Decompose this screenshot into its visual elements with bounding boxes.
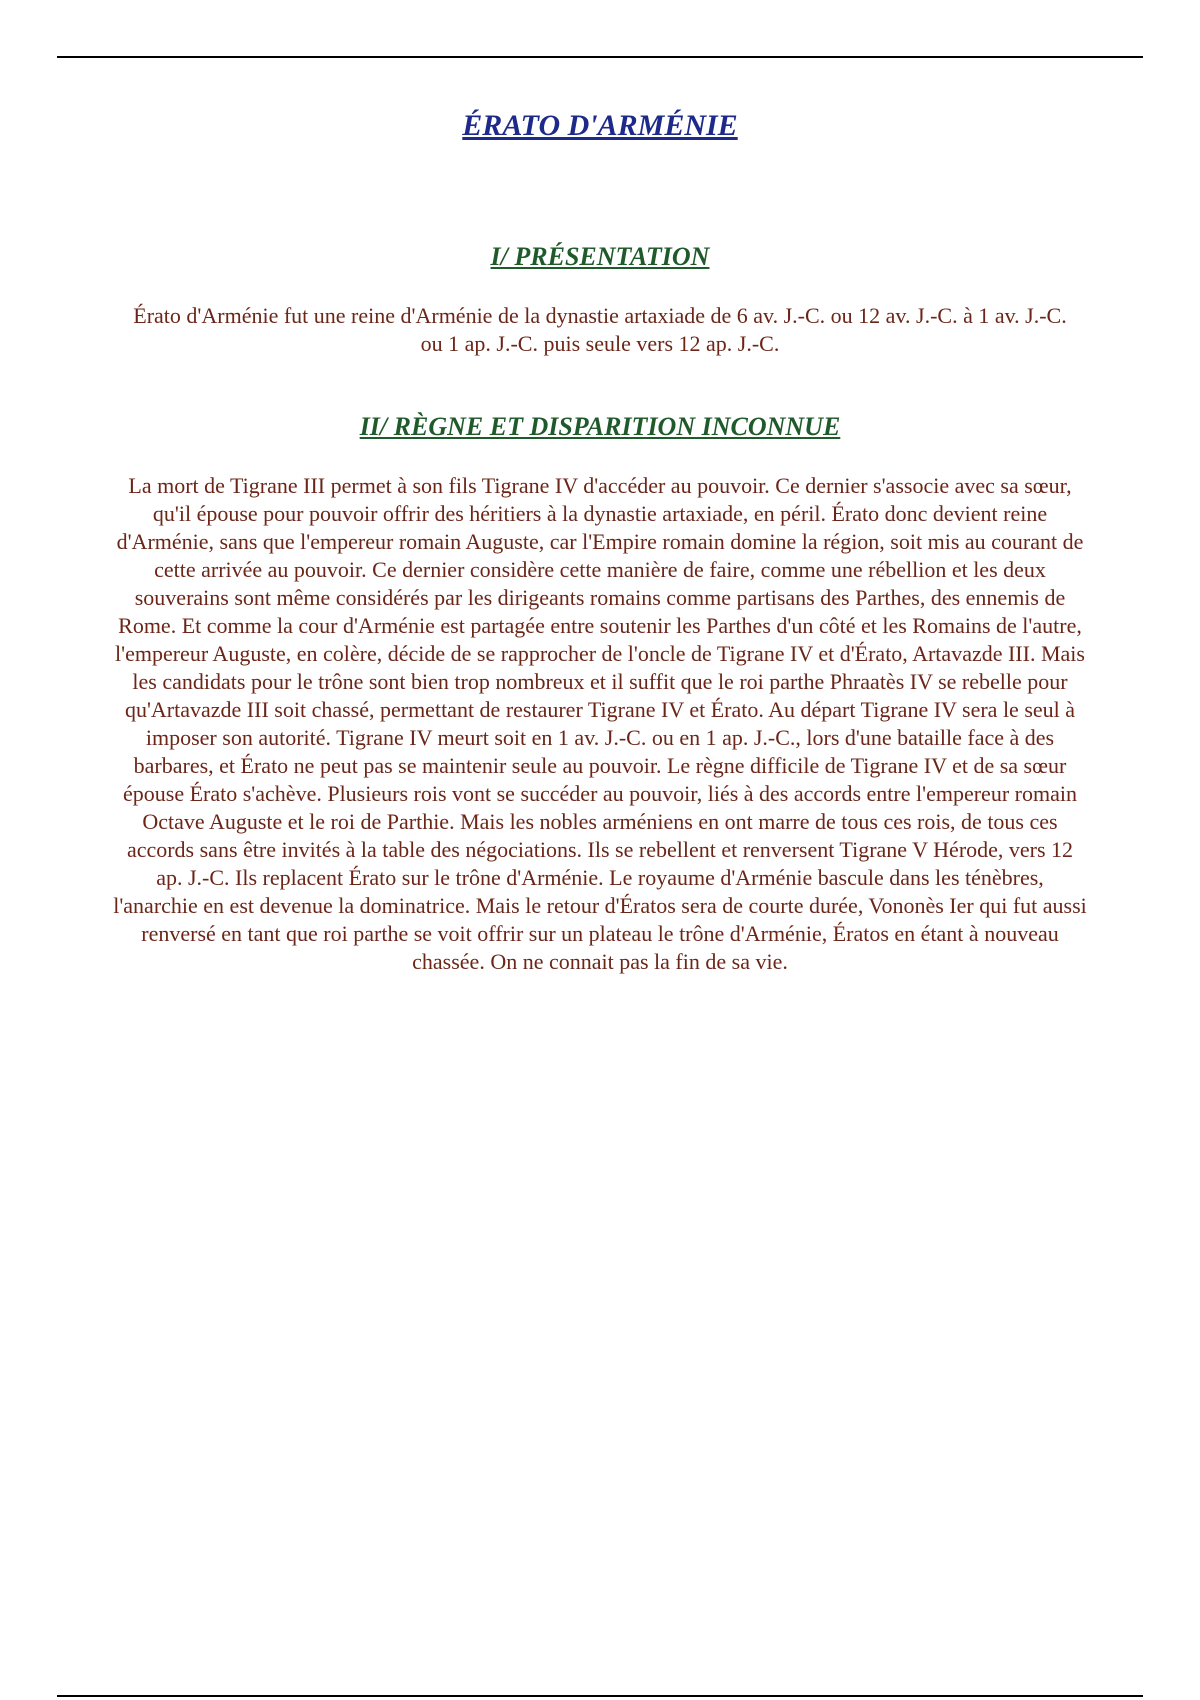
page-title: ÉRATO D'ARMÉNIE bbox=[462, 109, 738, 142]
top-divider bbox=[57, 56, 1143, 58]
bottom-divider bbox=[57, 1695, 1143, 1697]
section-heading-regne: II/ RÈGNE ET DISPARITION INCONNUE bbox=[359, 412, 841, 441]
section-heading-presentation: I/ PRÉSENTATION bbox=[490, 242, 710, 271]
regne-paragraph: La mort de Tigrane III permet à son fils Tigrane IV d'accéder au pouvoir. Ce dernier s'associe avec sa sœur, qu'il épouse pour pouvoir offrir des héritiers à la dynastie artaxiade, en péril. Érato donc devient reine d'Arménie, sans que l'empereur romain Auguste, car l'Empire romain domine la région, soit mis au courant de cette arrivée au pouvoir. Ce dernier considère cette manière de faire, comme une rébellion et les deux souverains sont même considérés par les dirigeants romains comme partisans des Parthes, des ennemis de Rome. Et comme la cour d'Arménie est partagée entre soutenir les Parthes d'un côté et les Romains de l'autre, l'empereur Auguste, en colère, décide de se rapprocher de l'oncle de Tigrane IV et d'Érato, Artavazde III. Mais les candidats pour le trône sont bien trop nombreux et il suffit que le roi parthe Phraatès IV se rebelle pour qu'Artavazde III soit chassé, permettant de restaurer Tigrane IV et Érato. Au départ Tigrane IV sera le seul à imposer son autorité. Tigrane IV meurt soit en 1 av. J.-C. ou en 1 ap. J.-C., lors d'une bataille face à des barbares, et Érato ne peut pas se maintenir seule au pouvoir. Le règne difficile de Tigrane IV et de sa sœur épouse Érato s'achève. Plusieurs rois vont se succéder au pouvoir, liés à des accords entre l'empereur romain Octave Auguste et le roi de Parthie. Mais les nobles arméniens en ont marre de tous ces rois, de tous ces accords sans être invités à la table des négociations. Ils se rebellent et renversent Tigrane V Hérode, vers 12 ap. J.-C. Ils replacent Érato sur le trône d'Arménie. Le royaume d'Arménie bascule dans les ténèbres, l'anarchie en est devenue la dominatrice. Mais le retour d'Ératos sera de courte durée, Vononès Ier qui fut aussi renversé en tant que roi parthe se voit offrir sur un plateau le trône d'Arménie, Ératos en étant à nouveau chassée. On ne connait pas la fin de sa vie. bbox=[113, 473, 1087, 974]
presentation-paragraph: Érato d'Arménie fut une reine d'Arménie de la dynastie artaxiade de 6 av. J.-C. ou 12 av. J.-C. à 1 av. J.-C. ou 1 ap. J.-C. puis seule vers 12 ap. J.-C. bbox=[133, 303, 1067, 356]
